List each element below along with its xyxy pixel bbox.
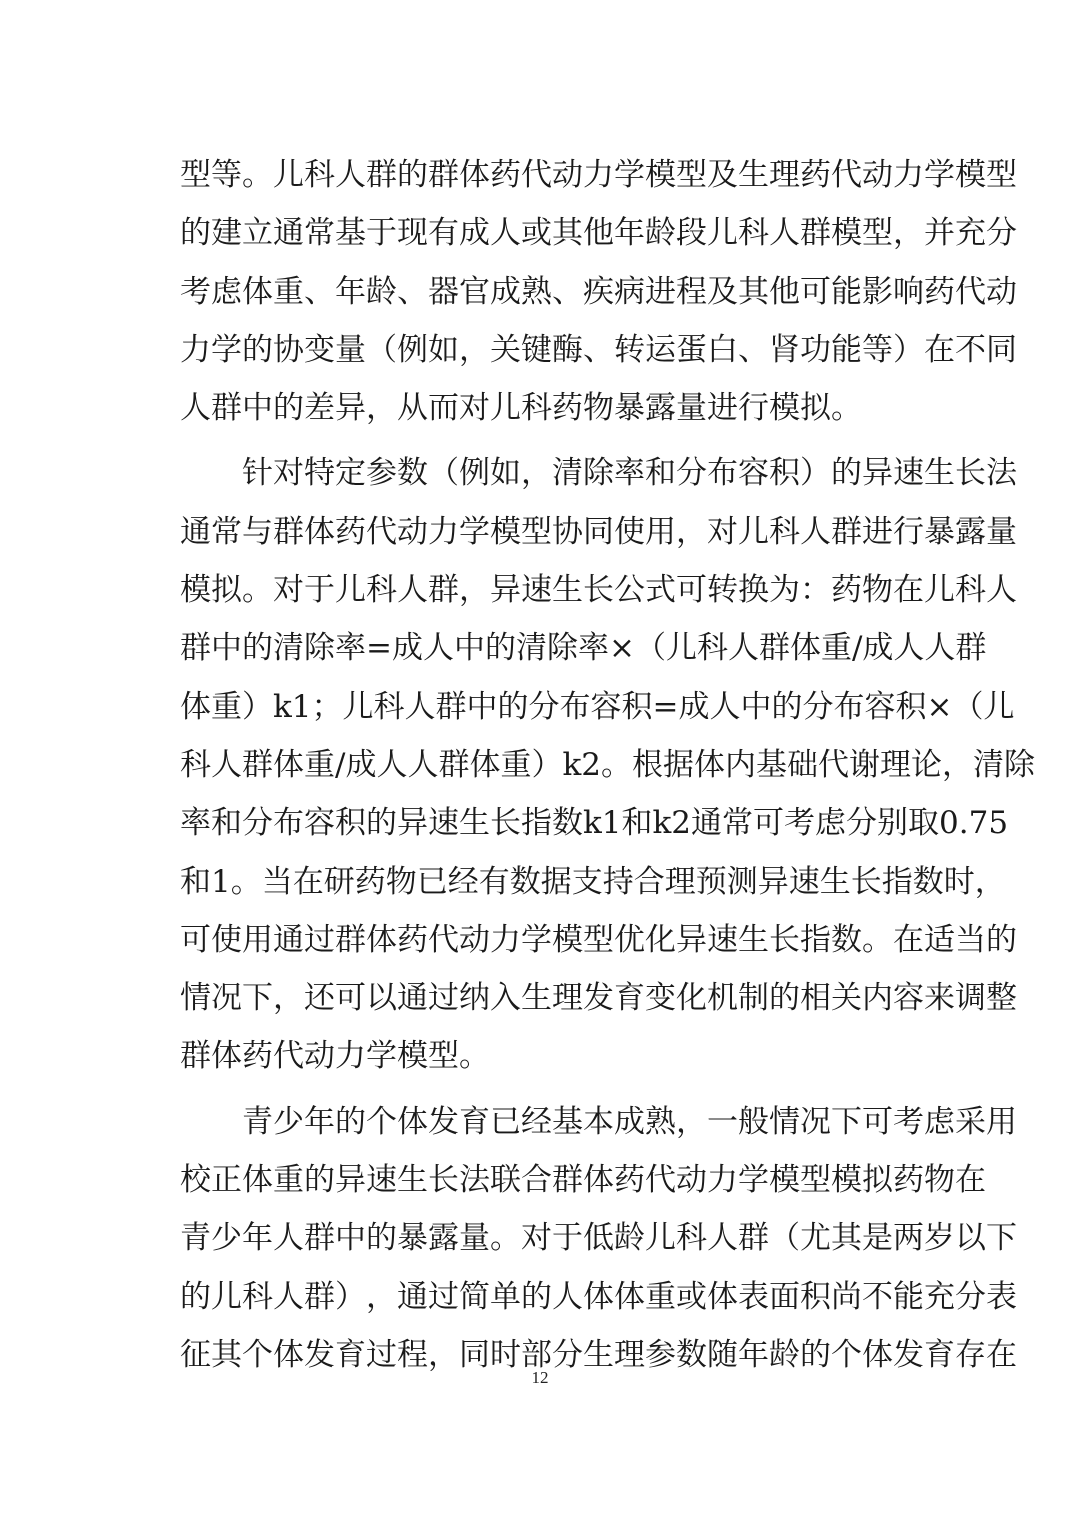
text-line: 力 学 的 协 变 量 （ 例 如 ， 关 键 酶 、 转 运 蛋 白 、 肾 功 能 等 ） 在 不 同 — [180, 331, 1017, 368]
paragraph — [180, 146, 1017, 437]
text-line: 征其个体发育过程，同时部分生理参数随年龄的个体发育存在 — [180, 1336, 1017, 1373]
text-line: 体 重 ） k1 ； 儿 科 人 群 中 的 分 布 容 积 = 成 人 中 的 分 布 容 积 × （ 儿 — [180, 688, 1015, 725]
text-line: 针 对 特 定 参 数 （ 例 如 ， 清 除 率 和 分 布 容 积 ） 的 异 速 生 长 法 — [242, 455, 1017, 492]
text-line: 校 正 体 重 的 异 速 生 长 法 联 合 群 体 药 代 动 力 学 模 型 模 拟 药 物 在 — [180, 1162, 986, 1199]
text-line: 群体药代动力学模型。 — [180, 1038, 490, 1075]
text-line: 青 少 年 人 群 中 的 暴 露 量 。 对 于 低 龄 儿 科 人 群 （ 尤 其 是 两 岁 以 下 — [180, 1220, 1017, 1257]
paragraph — [180, 1093, 1017, 1384]
text-line: 可 使 用 通 过 群 体 药 代 动 力 学 模 型 优 化 异 速 生 长 指 数 。 在 适 当 的 — [180, 921, 1017, 958]
paragraph-gap — [180, 437, 956, 444]
text-line: 模 拟 。 对 于 儿 科 人 群 ， 异 速 生 长 公 式 可 转 换 为 ： 药 物 在 儿 科 人 — [180, 572, 1017, 609]
text-line: 的 儿 科 人 群 ） ， 通 过 简 单 的 人 体 体 重 或 体 表 面 积 尚 不 能 充 分 表 — [180, 1278, 1017, 1315]
text-line: 科 人 群 体 重 / 成 人 人 群 体 重 ） k2 。 根 据 体 内 基 础 代 谢 理 论 ， 清 除 — [180, 746, 1035, 783]
text-line: 的 建 立 通 常 基 于 现 有 成 人 或 其 他 年 龄 段 儿 科 人 群 模 型 ， 并 充 分 — [180, 215, 1017, 252]
text-line: 率 和 分 布 容 积 的 异 速 生 长 指 数 k1 和 k2 通 常 可 考 虑 分 别 取 0.75 — [180, 805, 1009, 842]
paragraph-gap — [180, 1086, 956, 1093]
text-line: 通 常 与 群 体 药 代 动 力 学 模 型 协 同 使 用 ， 对 儿 科 人 群 进 行 暴 露 量 — [180, 513, 1017, 550]
text-line: 型 等 。 儿 科 人 群 的 群 体 药 代 动 力 学 模 型 及 生 理 药 代 动 力 学 模 型 — [180, 157, 1017, 193]
text-line: 情 况 下 ， 还 可 以 通 过 纳 入 生 理 发 育 变 化 机 制 的 相 关 内 容 来 调 整 — [180, 980, 1017, 1017]
text-line: 群 中 的 清 除 率 = 成 人 中 的 清 除 率 × （ 儿 科 人 群 体 重 / 成 人 人 群 — [180, 630, 987, 667]
text-line: 人群中的差异，从而对儿科药物暴露量进行模拟。 — [180, 390, 862, 427]
body-text — [180, 146, 1035, 1384]
text-line: 和 1 。 当 在 研 药 物 已 经 有 数 据 支 持 合 理 预 测 异 速 生 长 指 数 时 ， — [180, 863, 1006, 900]
text-line: 考 虑 体 重 、 年 龄 、 器 官 成 熟 、 疾 病 进 程 及 其 他 可 能 影 响 药 代 动 — [180, 273, 1017, 310]
paragraph — [180, 444, 1035, 1085]
text-line: 青 少 年 的 个 体 发 育 已 经 基 本 成 熟 ， 一 般 情 况 下 可 考 虑 采 用 — [242, 1103, 1017, 1140]
page-number: 12 — [531, 1368, 549, 1387]
